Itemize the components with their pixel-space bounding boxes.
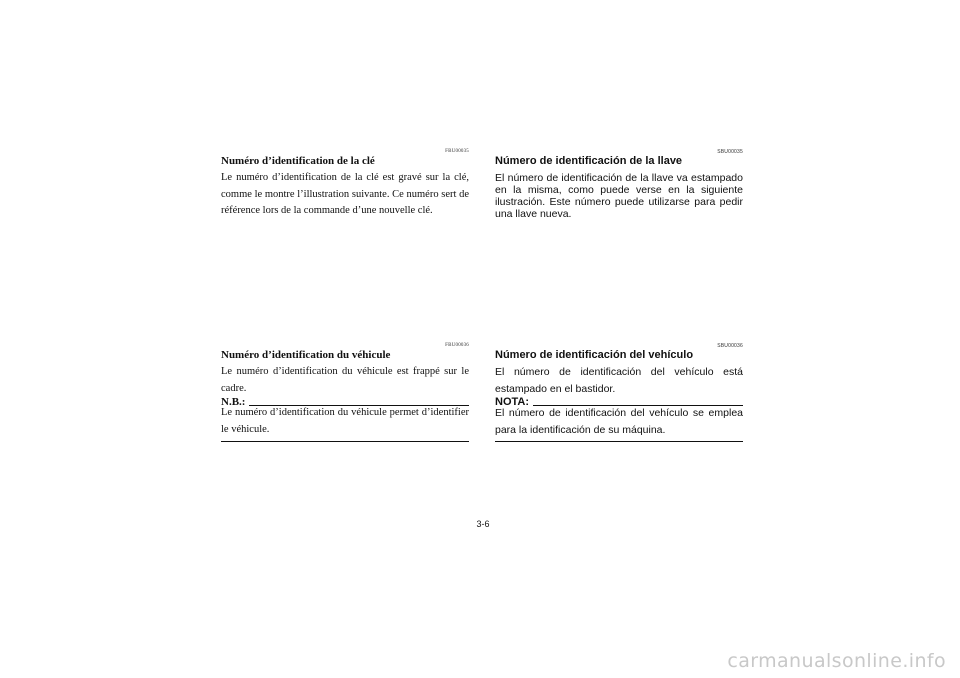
section-heading: Numéro d’identification de la clé [221, 155, 375, 167]
section-body: El número de identificación de la llave va estampado en la misma, como puede verse en la siguiente ilustración. Este número puede utilizarse para pedir una llave nueva. [495, 172, 743, 220]
note-end-rule [221, 441, 469, 442]
section-body: Le numéro d’identification du véhicule est frappé sur le cadre. [221, 366, 469, 394]
watermark-text: carmanualsonline.info [727, 650, 946, 672]
note-label: NOTA: [495, 396, 530, 408]
section-body: El número de identificación del vehículo está estampado en el bastidor. [495, 366, 743, 395]
section-code: FBU00036 [445, 343, 469, 348]
note-end-rule [495, 441, 743, 442]
page-number: 3-6 [476, 519, 490, 529]
section-code: SBU00035 [717, 149, 743, 155]
note-text: El número de identificación del vehículo se emplea para la identificación de su máquina. [495, 407, 743, 436]
section-heading: Numéro d’identification du véhicule [221, 349, 391, 361]
section-heading: Número de identificación de la llave [495, 155, 683, 167]
section-body: Le numéro d’identification de la clé est gravé sur la clé, comme le montre l’illustration suivante. Ce numéro sert de référence lors de la commande d’une nouvelle clé. [221, 172, 469, 216]
note-label: N.B.: [221, 396, 246, 408]
note-text: Le numéro d’identification du véhicule permet d’identifier le véhicule. [221, 407, 469, 435]
section-code: SBU00036 [717, 343, 743, 349]
section-heading: Número de identificación del vehículo [495, 349, 694, 361]
section-code: FBU00035 [445, 149, 469, 154]
